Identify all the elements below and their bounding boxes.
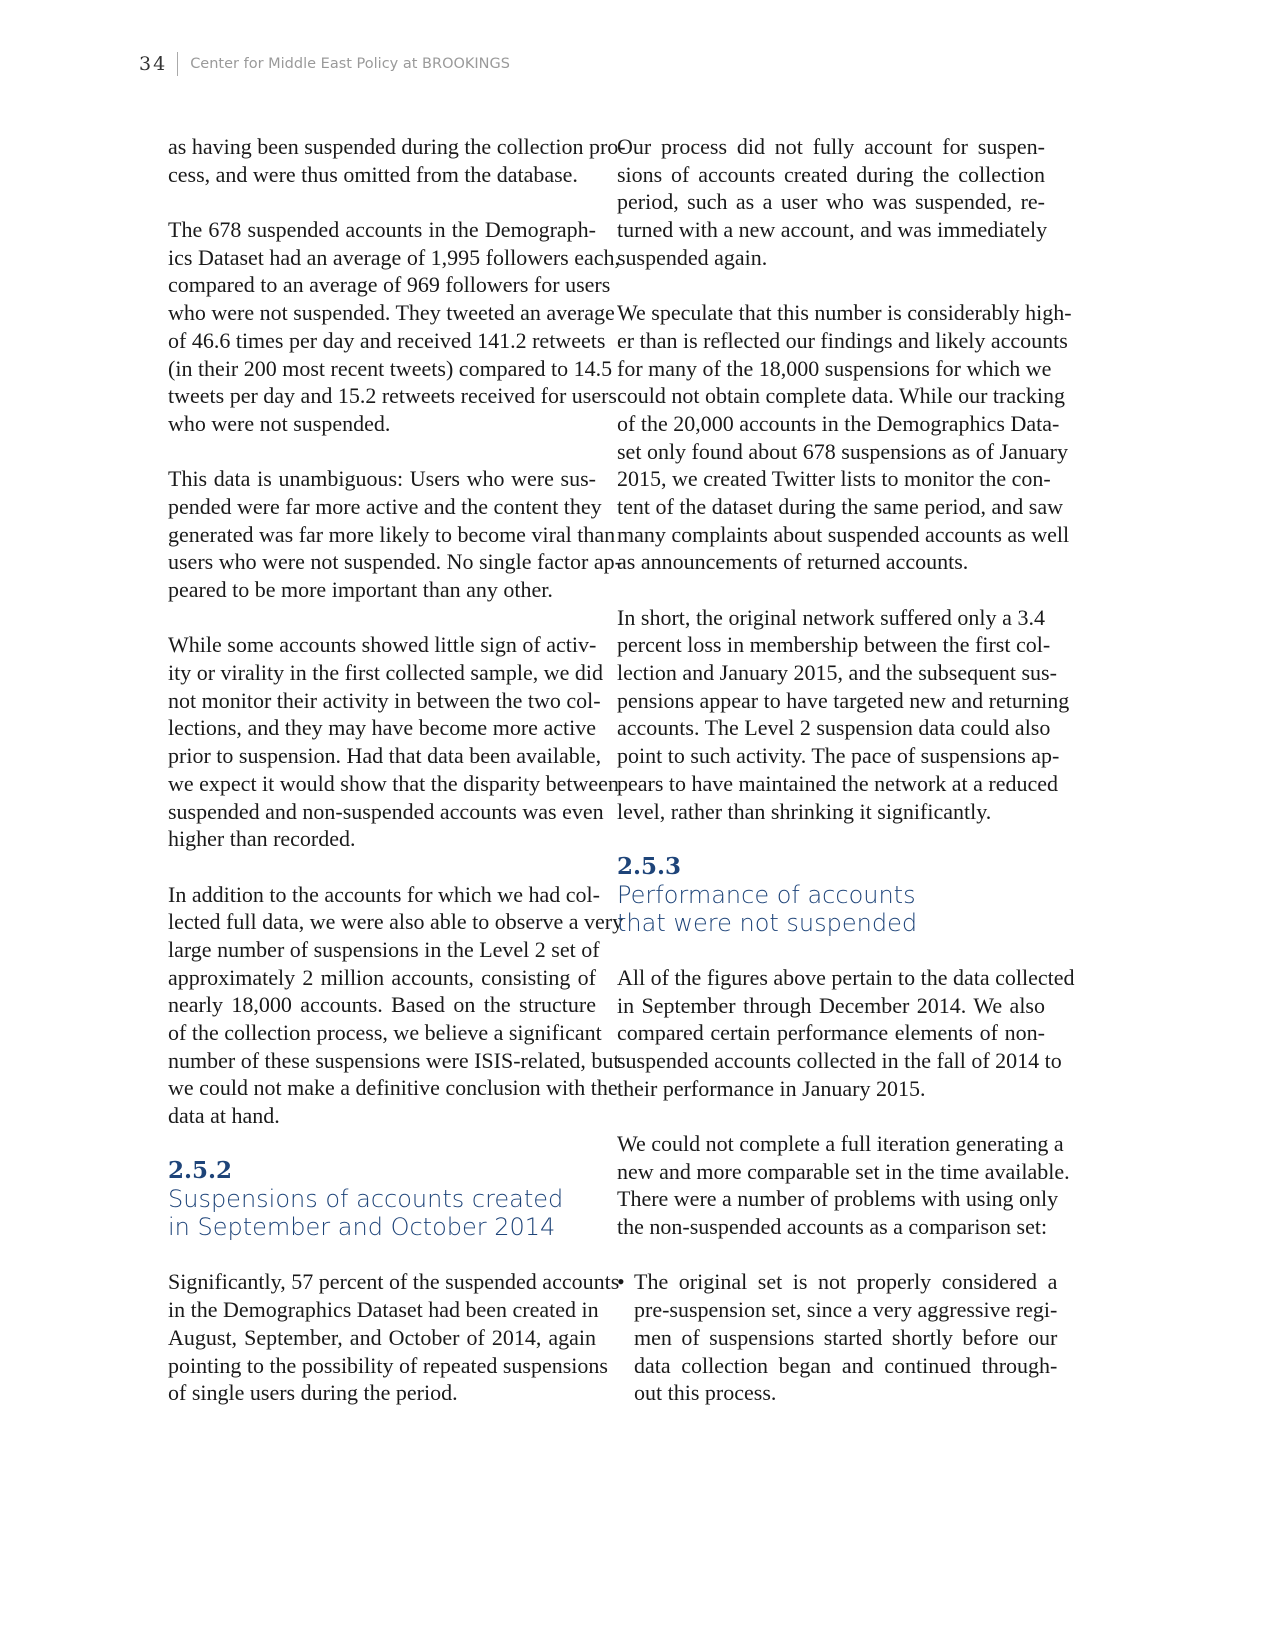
section-number: 2.5.3 — [617, 852, 682, 880]
text-line: as having been suspended during the collection pro- — [168, 134, 626, 159]
text-line: as announcements of returned accounts. — [617, 549, 969, 575]
paragraph — [617, 1130, 1070, 1241]
text-line: We speculate that this number is considerably high- — [617, 300, 1072, 326]
text-line: accounts. The Level 2 suspension data could also — [617, 715, 1051, 741]
text-line: peared to be more important than any other. — [168, 577, 553, 602]
bullet-text — [634, 1268, 1057, 1406]
text-line: er than is reflected our findings and likely accounts — [617, 327, 1068, 353]
left-column — [168, 133, 626, 1435]
paragraph — [617, 604, 1070, 826]
text-line: we could not make a definitive conclusion with the — [168, 1075, 618, 1101]
text-line: The original set is not properly considered a — [634, 1269, 1058, 1295]
text-line: Our process did not fully account for suspen- — [617, 134, 1045, 159]
text-line: The 678 suspended accounts in the Demograph- — [168, 217, 596, 243]
section-title-line: Suspensions of accounts created — [168, 1185, 564, 1214]
text-line: for many of the 18,000 suspensions for which we — [617, 355, 1052, 381]
section-title-line: Performance of accounts — [617, 880, 916, 909]
text-line: men of suspensions started shortly before our — [634, 1324, 1058, 1350]
text-line: could not obtain complete data. While our tracking — [617, 383, 1066, 409]
paragraph — [617, 964, 1075, 1102]
section-heading — [168, 1157, 596, 1241]
paragraph — [168, 465, 622, 603]
text-line: While some accounts showed little sign of activ- — [168, 632, 597, 658]
text-line: who were not suspended. They tweeted an average — [168, 300, 615, 326]
text-line: new and more comparable set in the time available. — [617, 1158, 1070, 1184]
section-number: 2.5.2 — [168, 1157, 233, 1185]
text-line: in the Demographics Dataset had been created in — [168, 1297, 599, 1323]
bullet-marker: • — [617, 1269, 625, 1295]
text-line: compared to an average of 969 followers for users — [168, 272, 611, 298]
text-line: the non-suspended accounts as a comparison set: — [617, 1214, 1048, 1240]
text-line: set only found about 678 suspensions as of January — [617, 438, 1068, 464]
text-line: point to such activity. The pace of suspensions ap- — [617, 743, 1060, 769]
text-line: of the 20,000 accounts in the Demographics Data- — [617, 410, 1060, 436]
text-line: lections, and they may have become more active — [168, 715, 596, 741]
text-line: pointing to the possibility of repeated suspensions — [168, 1352, 608, 1378]
right-column — [617, 133, 1075, 1435]
text-line: level, rather than shrinking it significantly. — [617, 798, 992, 824]
text-line: suspended and non-suspended accounts was even — [168, 798, 604, 824]
bullet-item — [617, 1268, 1058, 1406]
text-line: generated was far more likely to become viral than — [168, 521, 616, 547]
text-line: lected full data, we were also able to observe a very — [168, 909, 624, 935]
text-line: 2015, we created Twitter lists to monitor the con- — [617, 466, 1051, 492]
text-line: (in their 200 most recent tweets) compared to 14.5 — [168, 355, 613, 381]
text-line: users who were not suspended. No single factor ap- — [168, 549, 622, 575]
paragraph — [168, 881, 624, 1130]
text-line: sions of accounts created during the collection — [617, 161, 1045, 187]
text-line: compared certain performance elements of non- — [617, 1020, 1045, 1046]
text-line: higher than recorded. — [168, 826, 356, 852]
text-line: pensions appear to have targeted new and returning — [617, 687, 1070, 713]
text-line: period, such as a user who was suspended, re- — [617, 189, 1045, 215]
text-line: prior to suspension. Had that data been available, — [168, 743, 602, 769]
text-line: number of these suspensions were ISIS-related, but — [168, 1047, 620, 1073]
text-line: data collection began and continued through- — [634, 1352, 1058, 1378]
text-line: approximately 2 million accounts, consisting of — [168, 964, 596, 990]
text-line: not monitor their activity in between the two col- — [168, 687, 601, 713]
text-line: suspended accounts collected in the fall of 2014 to — [617, 1047, 1062, 1073]
text-line: tweets per day and 15.2 retweets received for users — [168, 383, 617, 409]
text-line: pre-suspension set, since a very aggressive regi- — [634, 1297, 1058, 1323]
paragraph — [168, 1268, 620, 1406]
text-line: many complaints about suspended accounts as well — [617, 521, 1070, 547]
header-divider — [177, 52, 178, 76]
text-line: of 46.6 times per day and received 141.2 retweets — [168, 327, 606, 353]
text-line: data at hand. — [168, 1103, 280, 1129]
text-line: Significantly, 57 percent of the suspended accounts — [168, 1269, 620, 1295]
text-line: their performance in January 2015. — [617, 1075, 926, 1101]
text-line: ity or virality in the first collected sample, we did — [168, 660, 603, 686]
text-line: In addition to the accounts for which we had col- — [168, 881, 600, 907]
text-line: suspended again. — [617, 244, 768, 270]
text-line: In short, the original network suffered only a 3.4 — [617, 604, 1045, 630]
text-line: nearly 18,000 accounts. Based on the structure — [168, 992, 596, 1018]
text-line: August, September, and October of 2014, again — [168, 1324, 596, 1350]
text-line: This data is unambiguous: Users who were sus- — [168, 466, 596, 492]
text-line: who were not suspended. — [168, 410, 391, 436]
page-number: 34 — [139, 53, 168, 75]
text-line: in September through December 2014. We also — [617, 992, 1045, 1018]
section-title-line: in September and October 2014 — [168, 1213, 556, 1242]
section-title-line: that were not suspended — [617, 908, 918, 937]
paragraph — [168, 216, 621, 438]
text-line: tent of the dataset during the same period, and saw — [617, 493, 1063, 519]
text-line: out this process. — [634, 1380, 777, 1406]
text-line: There were a number of problems with using only — [617, 1186, 1059, 1212]
text-line: cess, and were thus omitted from the database. — [168, 161, 578, 187]
paragraph — [168, 133, 626, 188]
text-line: of the collection process, we believe a significant — [168, 1020, 602, 1045]
section-heading — [617, 853, 1045, 937]
page-header — [139, 52, 510, 76]
text-line: pended were far more active and the content they — [168, 493, 602, 519]
text-line: percent loss in membership between the first col- — [617, 632, 1051, 658]
running-title: Center for Middle East Policy at BROOKINGS — [190, 56, 510, 72]
paragraph — [617, 133, 1048, 271]
text-line: of single users during the period. — [168, 1380, 458, 1406]
text-line: turned with a new account, and was immediately — [617, 217, 1048, 243]
text-line: we expect it would show that the disparity between — [168, 770, 619, 796]
text-line: lection and January 2015, and the subsequent sus- — [617, 660, 1057, 686]
text-line: All of the figures above pertain to the data collected — [617, 964, 1075, 990]
text-line: pears to have maintained the network at a reduced — [617, 770, 1059, 796]
text-line: large number of suspensions in the Level 2 set of — [168, 936, 600, 962]
paragraph — [617, 299, 1072, 576]
text-line: ics Dataset had an average of 1,995 followers each, — [168, 244, 621, 270]
paragraph — [168, 631, 619, 853]
text-line: We could not complete a full iteration generating a — [617, 1131, 1064, 1156]
